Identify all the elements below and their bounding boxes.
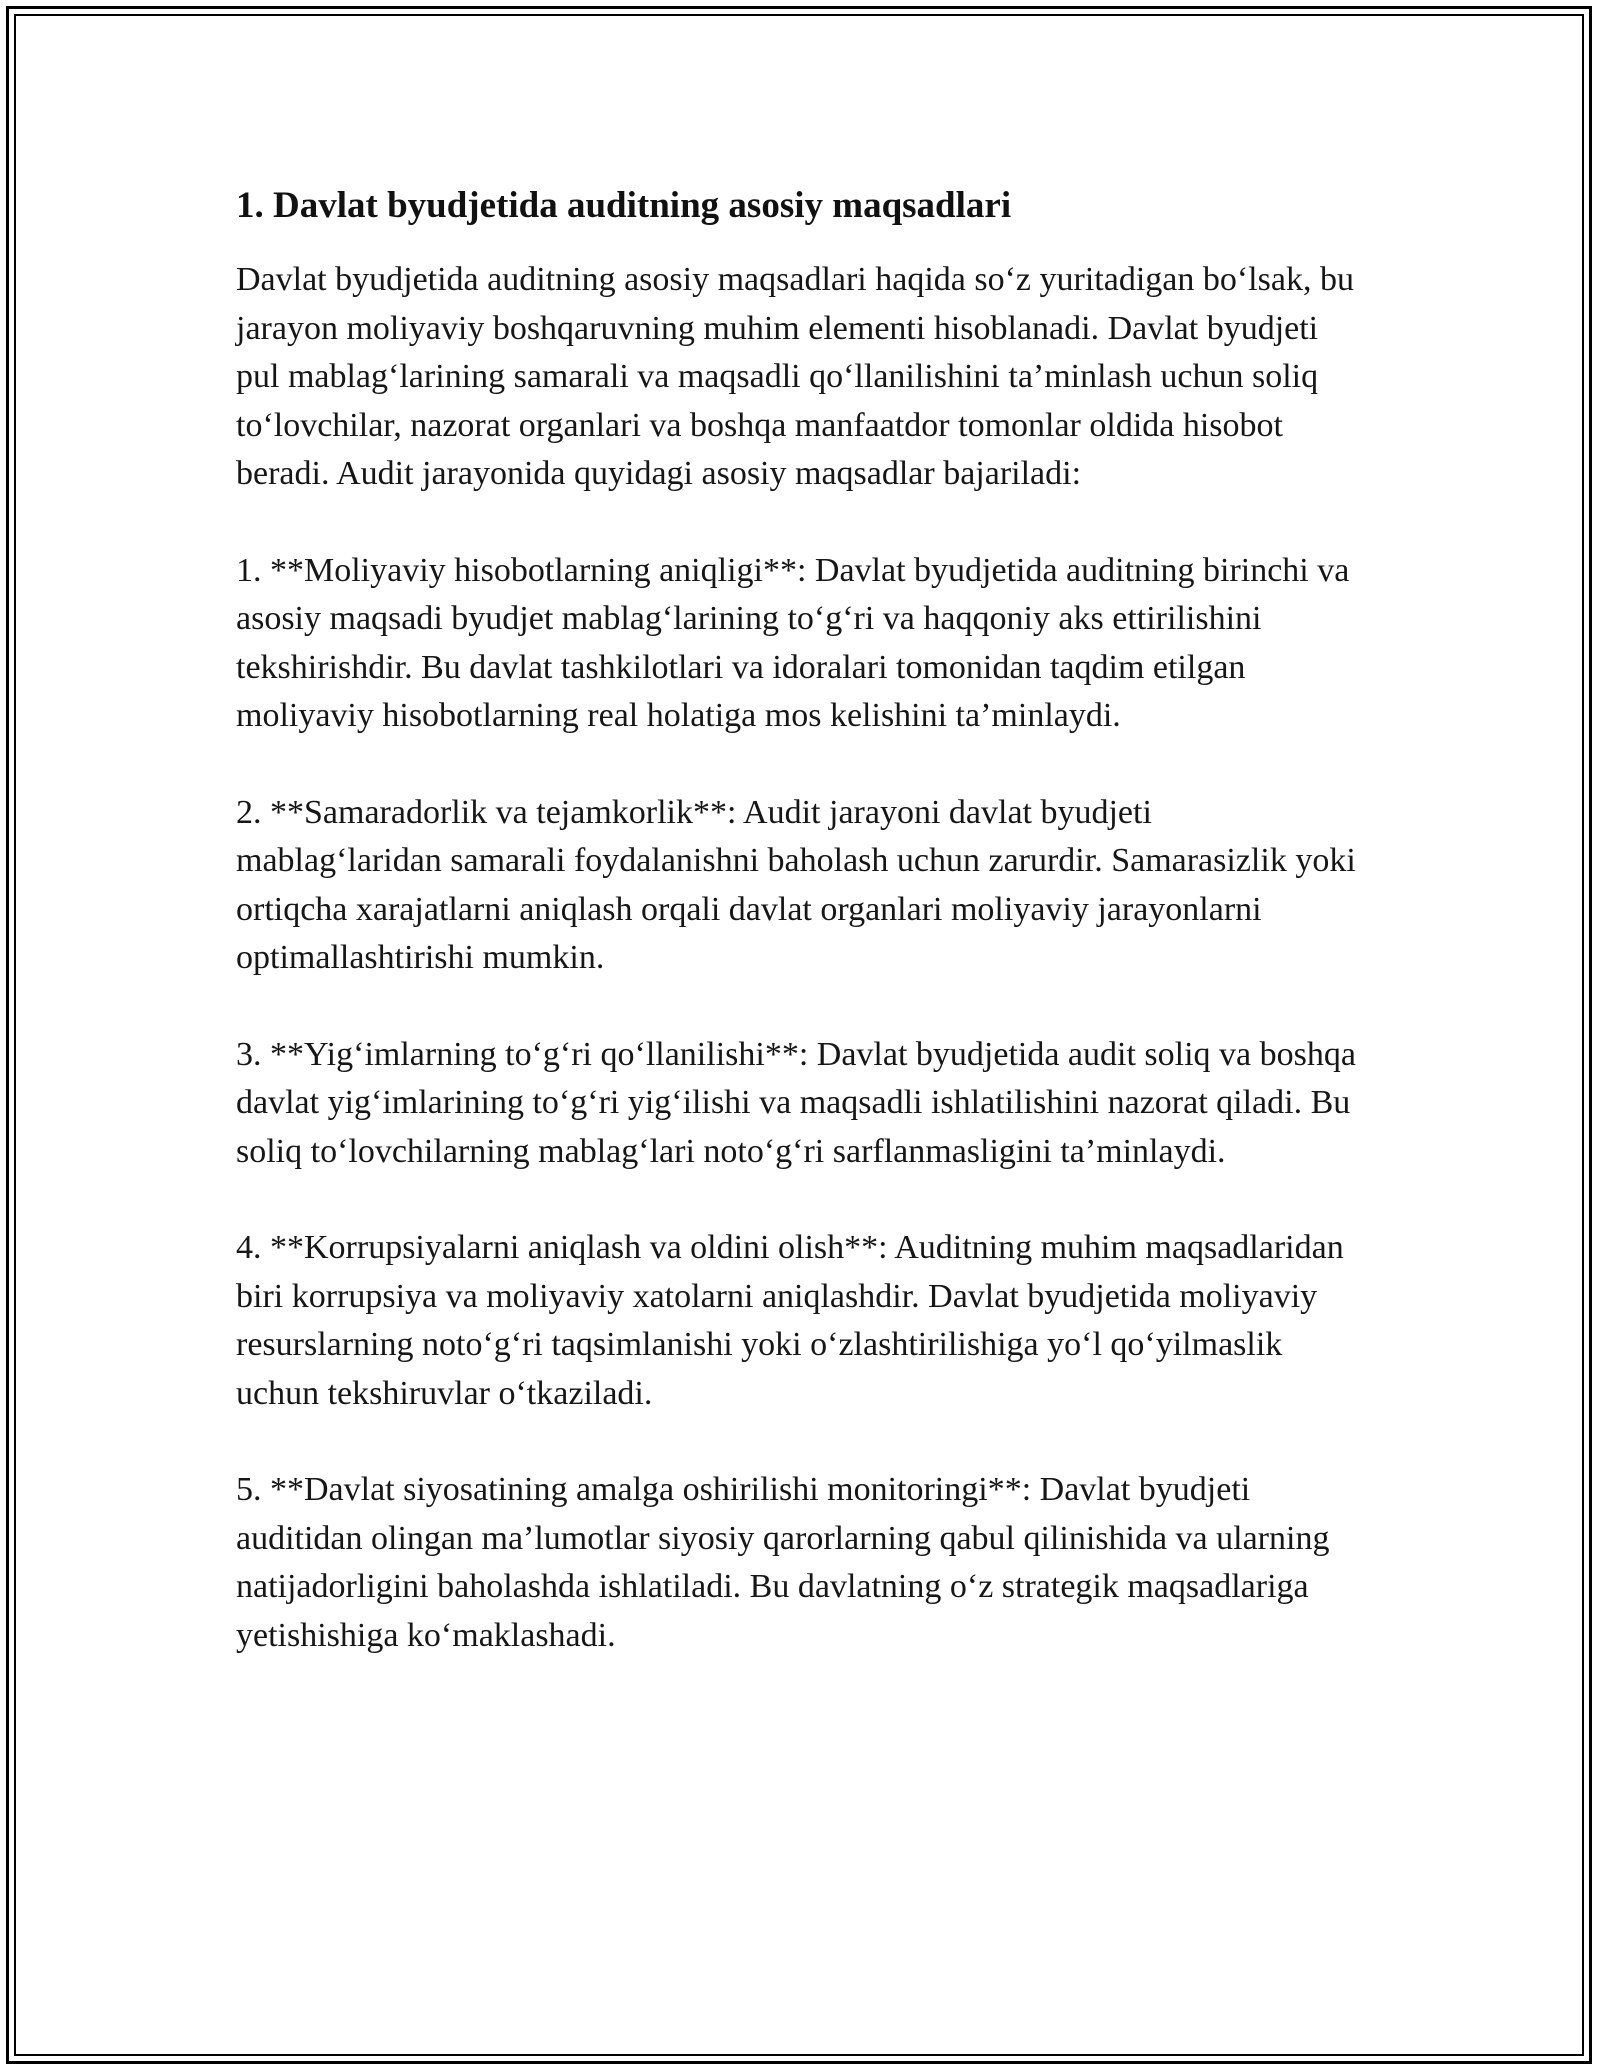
document-body xyxy=(236,182,1366,1708)
section-heading: 1. Davlat byudjetida auditning asosiy maqsadlari xyxy=(236,185,1012,226)
list-item-levies-usage: 3. **Yig‘imlarning to‘g‘ri qo‘llanilishi**: Davlat byudjetida audit soliq va boshqa davlat yig‘imlarining to‘g‘ri yig‘ilishi va maqsadli ishlatilishini nazorat qiladi. Bu soliq to‘lovchilarning mablag‘lari noto‘g‘ri sarflanmasligini ta’minlaydi. xyxy=(236,1035,1356,1170)
intro-paragraph: Davlat byudjetida auditning asosiy maqsadlari haqida so‘z yuritadigan bo‘lsak, bu jarayon moliyaviy boshqaruvning muhim elementi hisoblanadi. Davlat byudjeti pul mablag‘larining samarali va maqsadli qo‘llanilishini ta’minlash uchun soliq to‘lovchilar, nazorat organlari va boshqa manfaatdor tomonlar oldida hisobot beradi. Audit jarayonida quyidagi asosiy maqsadlar bajariladi: xyxy=(236,261,1354,492)
list-item-efficiency: 2. **Samaradorlik va tejamkorlik**: Audit jarayoni davlat byudjeti mablag‘laridan samarali foydalanishni baholash uchun zarurdir. Samarasizlik yoki ortiqcha xarajatlarni aniqlash orqali davlat organlari moliyaviy jarayonlarni optimallashtirishi mumkin. xyxy=(236,793,1356,976)
list-item-corruption-prevention: 4. **Korrupsiyalarni aniqlash va oldini olish**: Auditning muhim maqsadlaridan biri korrupsiya va moliyaviy xatolarni aniqlashdir. Davlat byudjetida moliyaviy resurslarning noto‘g‘ri taqsimlanishi yoki o‘zlashtirilishiga yo‘l qo‘yilmaslik uchun tekshiruvlar o‘tkaziladi. xyxy=(236,1229,1344,1412)
list-item-policy-monitoring: 5. **Davlat siyosatining amalga oshirilishi monitoringi**: Davlat byudjeti auditidan olingan ma’lumotlar siyosiy qarorlarning qabul qilinishida va ularning natijadorligini baholashda ishlatiladi. Bu davlatning o‘z strategik maqsadlariga yetishishiga ko‘maklashadi. xyxy=(236,1471,1330,1654)
list-item-financial-accuracy: 1. **Moliyaviy hisobotlarning aniqligi**: Davlat byudjetida auditning birinchi va asosiy maqsadi byudjet mablag‘larining to‘g‘ri va haqqoniy aks ettirilishini tekshirishdir. Bu davlat tashkilotlari va idoralari tomonidan taqdim etilgan moliyaviy hisobotlarning real holatiga mos kelishini ta’minlaydi. xyxy=(236,551,1350,734)
